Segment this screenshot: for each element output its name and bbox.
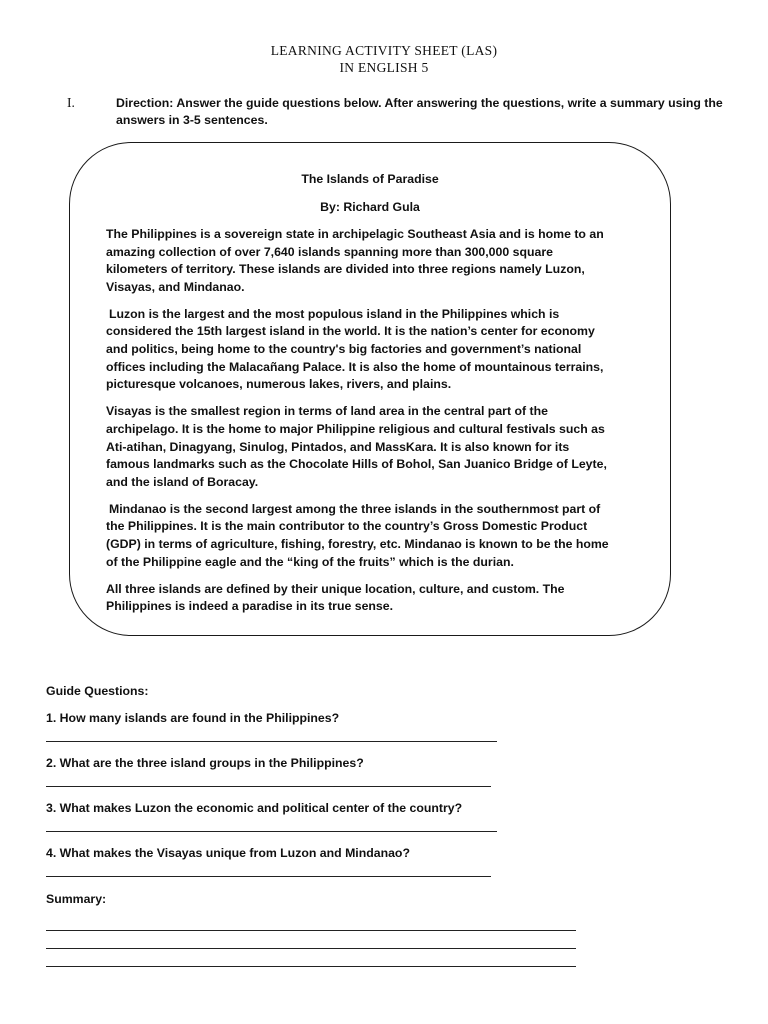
- summary-line-2[interactable]: [46, 948, 576, 949]
- story-paragraph: Mindanao is the second largest among the three islands in the southernmost part of the Philippines. It is the main contributor to the country’s Gross Domestic Product (GDP) in terms of agriculture, fishing, forestry, etc. Mindanao is known to be the home of the Philippine eagle and the “king of the fruits” which is the durian.: [106, 501, 609, 569]
- sheet-subject: IN ENGLISH 5: [339, 60, 429, 75]
- summary-line-3[interactable]: [46, 966, 576, 967]
- direction-text: Direction: Answer the guide questions below. After answering the questions, write a summary using the answers in 3-5 sentences.: [116, 96, 723, 127]
- sheet-title: LEARNING ACTIVITY SHEET (LAS): [270, 43, 498, 58]
- question-3: 3. What makes Luzon the economic and political center of the country?: [46, 801, 463, 815]
- answer-line-4[interactable]: [46, 876, 491, 877]
- story-paragraph: Visayas is the smallest region in terms of land area in the central part of the archipelago. It is the home to major Philippine religious and cultural festivals such as Ati-atihan, Dinagyang, Sinulog, Pintados, and MassKara. It is also known for its famous landmarks such as the Chocolate Hills of Bohol, San Juanico Bridge of Leyte, and the island of Boracay.: [106, 404, 607, 489]
- answer-line-1[interactable]: [46, 741, 497, 742]
- summary-heading: Summary:: [46, 892, 107, 906]
- question-2: 2. What are the three island groups in the Philippines?: [46, 756, 364, 770]
- story-author: By: Richard Gula: [320, 200, 420, 214]
- answer-line-3[interactable]: [46, 831, 497, 832]
- story-paragraph: All three islands are defined by their unique location, culture, and custom. The Philippines is indeed a paradise in its true sense.: [106, 581, 565, 614]
- story-body: [106, 226, 616, 625]
- summary-line-1[interactable]: [46, 930, 576, 931]
- question-1: 1. How many islands are found in the Philippines?: [46, 711, 340, 725]
- story-title: The Islands of Paradise: [301, 172, 439, 186]
- section-numeral: I.: [67, 95, 75, 110]
- guide-questions-heading: Guide Questions:: [46, 684, 149, 698]
- answer-line-2[interactable]: [46, 786, 491, 787]
- story-paragraph: The Philippines is a sovereign state in archipelagic Southeast Asia and is home to an amazing collection of over 7,640 islands spanning more than 300,000 square kilometers of territory. These islands are divided into three regions namely Luzon, Visayas, and Mindanao.: [106, 227, 604, 294]
- story-paragraph: Luzon is the largest and the most populous island in the Philippines which is considered the 15th largest island in the world. It is the nation’s center for economy and politics, being home to the country's big factories and government’s national offices including the Malacañang Palace. It is also the home of mountainous terrains, picturesque volcanoes, numerous lakes, rivers, and plains.: [106, 306, 604, 392]
- question-4: 4. What makes the Visayas unique from Luzon and Mindanao?: [46, 846, 410, 860]
